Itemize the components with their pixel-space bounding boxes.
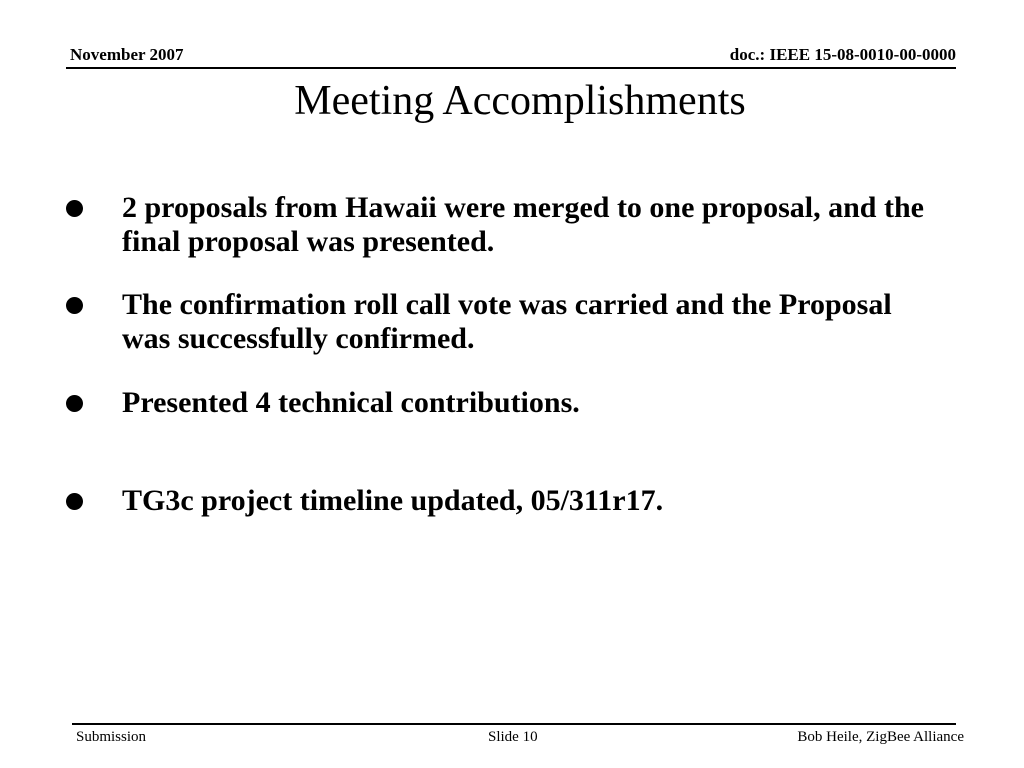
bullet-text: 2 proposals from Hawaii were merged to one proposal, and the final proposal was presented.	[122, 191, 924, 258]
bullet-item	[62, 386, 942, 420]
bullet-icon	[66, 493, 83, 510]
footer-slide-number: Slide 10	[488, 729, 538, 745]
bullet-icon	[66, 200, 83, 217]
bullet-text: The confirmation roll call vote was carried and the Proposal was successfully confirmed.	[122, 288, 892, 355]
bullet-item	[62, 288, 942, 356]
header-doc-id: doc.: IEEE 15-08-0010-00-0000	[729, 45, 956, 64]
bullet-text: Presented 4 technical contributions.	[122, 386, 580, 419]
bullet-icon	[66, 395, 83, 412]
header-date: November 2007	[70, 45, 184, 64]
bullet-item	[62, 484, 942, 518]
footer-submission: Submission	[76, 729, 147, 745]
footer-divider	[72, 723, 956, 725]
bullet-item	[62, 191, 942, 259]
footer-author: Bob Heile, ZigBee Alliance	[797, 729, 964, 745]
bullet-icon	[66, 297, 83, 314]
slide-title: Meeting Accomplishments	[294, 78, 746, 124]
bullet-text: TG3c project timeline updated, 05/311r17.	[122, 484, 664, 517]
